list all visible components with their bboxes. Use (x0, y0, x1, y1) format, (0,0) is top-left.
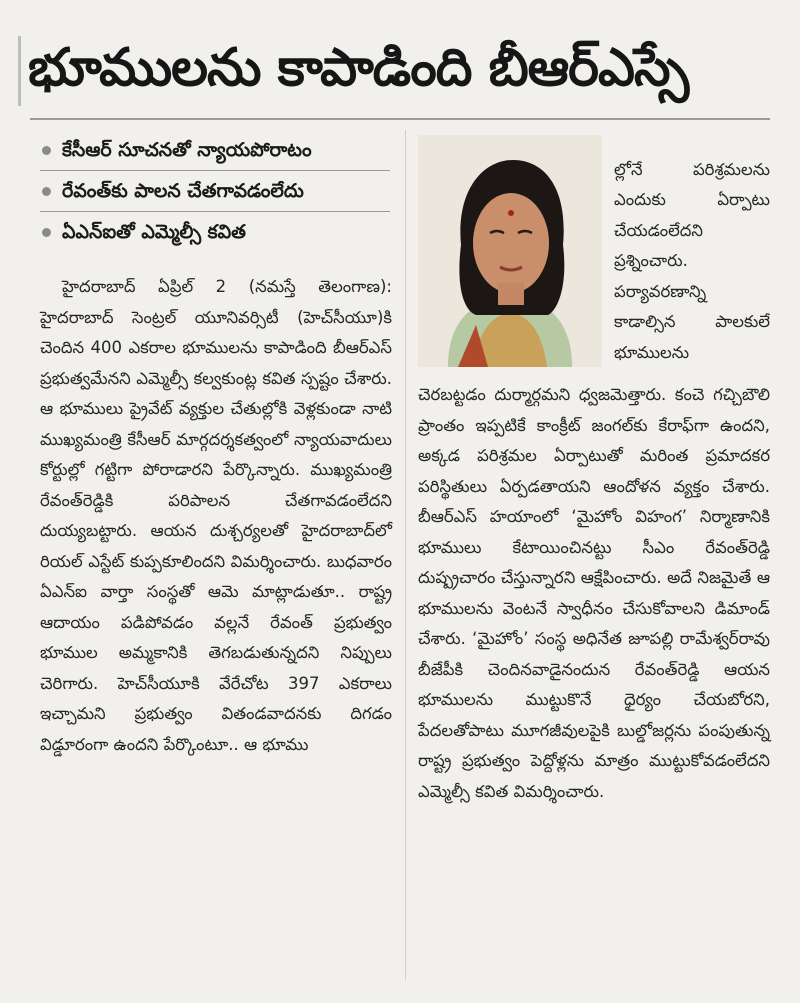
article-right-top-column (614, 138, 770, 385)
subheading-text: ఏఎన్‌ఐతో ఎమ్మెల్సీ కవిత (62, 221, 246, 243)
article-body-right: చెరబట్టడం దుర్మార్గమని ధ్వజమెత్తారు. కంచె గచ్చిబౌలి ప్రాంతం ఇప్పటికే కాంక్రీట్ జంగల్‌కు కేరాఫ్‌గా ఉందని, అక్కడ పరిశ్రమల ఏర్పాటుతో మరింత ప్రమాదకర పరిస్థితులు ఏర్పడతాయని ఆందోళన వ్యక్తం చేశారు. బీఆర్‌ఎస్ హయాంలో ‘మైహోం విహంగ’ నిర్మాణానికి భూములు కేటాయించినట్టు సీఎం రేవంత్‌రెడ్డి దుష్ప్రచారం చేస్తున్నారని ఆక్షేపించారు. అదే నిజమైతే ఆ భూములను వెంటనే స్వాధీనం చేసుకోవాలని డిమాండ్ చేశారు. ‘మైహోం’ సంస్థ అధినేత జూపల్లి రామేశ్వర్‌రావు బీజేపీకి చెందినవాడైనందున రేవంత్‌రెడ్డి ఆయన భూములను ముట్టుకొనే ధైర్యం చేయబోరని, పేదలతోపాటు మూగజీవులపైకి బుల్డోజర్లను పంపుతున్న రాష్ట్ర ప్రభుత్వం పెద్దోళ్లను మాత్రం ముట్టుకోవడంలేదని ఎమ్మెల్సీ కవిత విమర్శించారు. (418, 385, 770, 801)
portrait-illustration (418, 135, 602, 367)
subheading-list (40, 130, 390, 252)
subheading (40, 212, 390, 252)
portrait-photo (418, 135, 602, 367)
left-margin-rule (18, 36, 21, 106)
headline-rule (30, 118, 770, 120)
subheading-text: రేవంత్‌కు పాలన చేతగావడంలేదు (62, 180, 304, 202)
bullet-icon (42, 228, 51, 237)
subheading-text: కేసీఆర్ సూచనతో న్యాయపోరాటం (62, 139, 312, 161)
subheading (40, 171, 390, 212)
article-body-left: హైదరాబాద్ ఏప్రిల్ 2 (నమస్తే తెలంగాణ): హైదరాబాద్ సెంట్రల్ యూనివర్సిటీ (హెచ్‌సీయూ)కి చెందిన 400 ఎకరాల భూములను కాపాడింది బీఆర్‌ఎస్ ప్రభుత్వమేనని ఎమ్మెల్సీ కల్వకుంట్ల కవిత స్పష్టం చేశారు. ఆ భూములు ప్రైవేట్ వ్యక్తుల చేతుల్లోకి వెళ్లకుండా నాటి ముఖ్యమంత్రి కేసీఆర్ మార్గదర్శకత్వంలో న్యాయవాదులు కోర్టుల్లో గట్టిగా పోరాడారని పేర్కొన్నారు. ముఖ్యమంత్రి రేవంత్‌రెడ్డికి పరిపాలన చేతగావడంలేదని దుయ్యబట్టారు. ఆయన దుశ్చర్యలతో హైదరాబాద్‌లో రియల్ ఎస్టేట్ కుప్పకూలిందని విమర్శించారు. బుధవారం ఏఎన్‌ఐ వార్తా సంస్థతో ఆమె మాట్లాడుతూ.. రాష్ట్ర ఆదాయం పడిపోవడం వల్లనే రేవంత్ ప్రభుత్వం భూముల అమ్మకానికి తెగబడుతున్నదని నిప్పులు చెరిగారు. హెచ్‌సీయూకి వేరేచోట 397 ఎకరాలు ఇచ్చామని ప్రభుత్వం వితండవాదనకు దిగడం విడ్డూరంగా ఉందని పేర్కొంటూ.. ఆ భూము (40, 277, 392, 754)
bullet-icon (42, 187, 51, 196)
subheading (40, 130, 390, 171)
article-left-column (40, 272, 392, 760)
column-divider (405, 130, 406, 980)
headline: భూములను కాపాడింది బీఆర్‌ఎస్సే (28, 38, 689, 98)
article-body-right-top: ల్లోనే పరిశ్రమలను ఎందుకు ఏర్పాటు చేయడంలేదని ప్రశ్నించారు. పర్యావరణాన్ని కాడాల్సిన పాలకులే భూములను (614, 159, 770, 362)
bullet-icon (42, 146, 51, 155)
article-right-column (418, 380, 770, 807)
